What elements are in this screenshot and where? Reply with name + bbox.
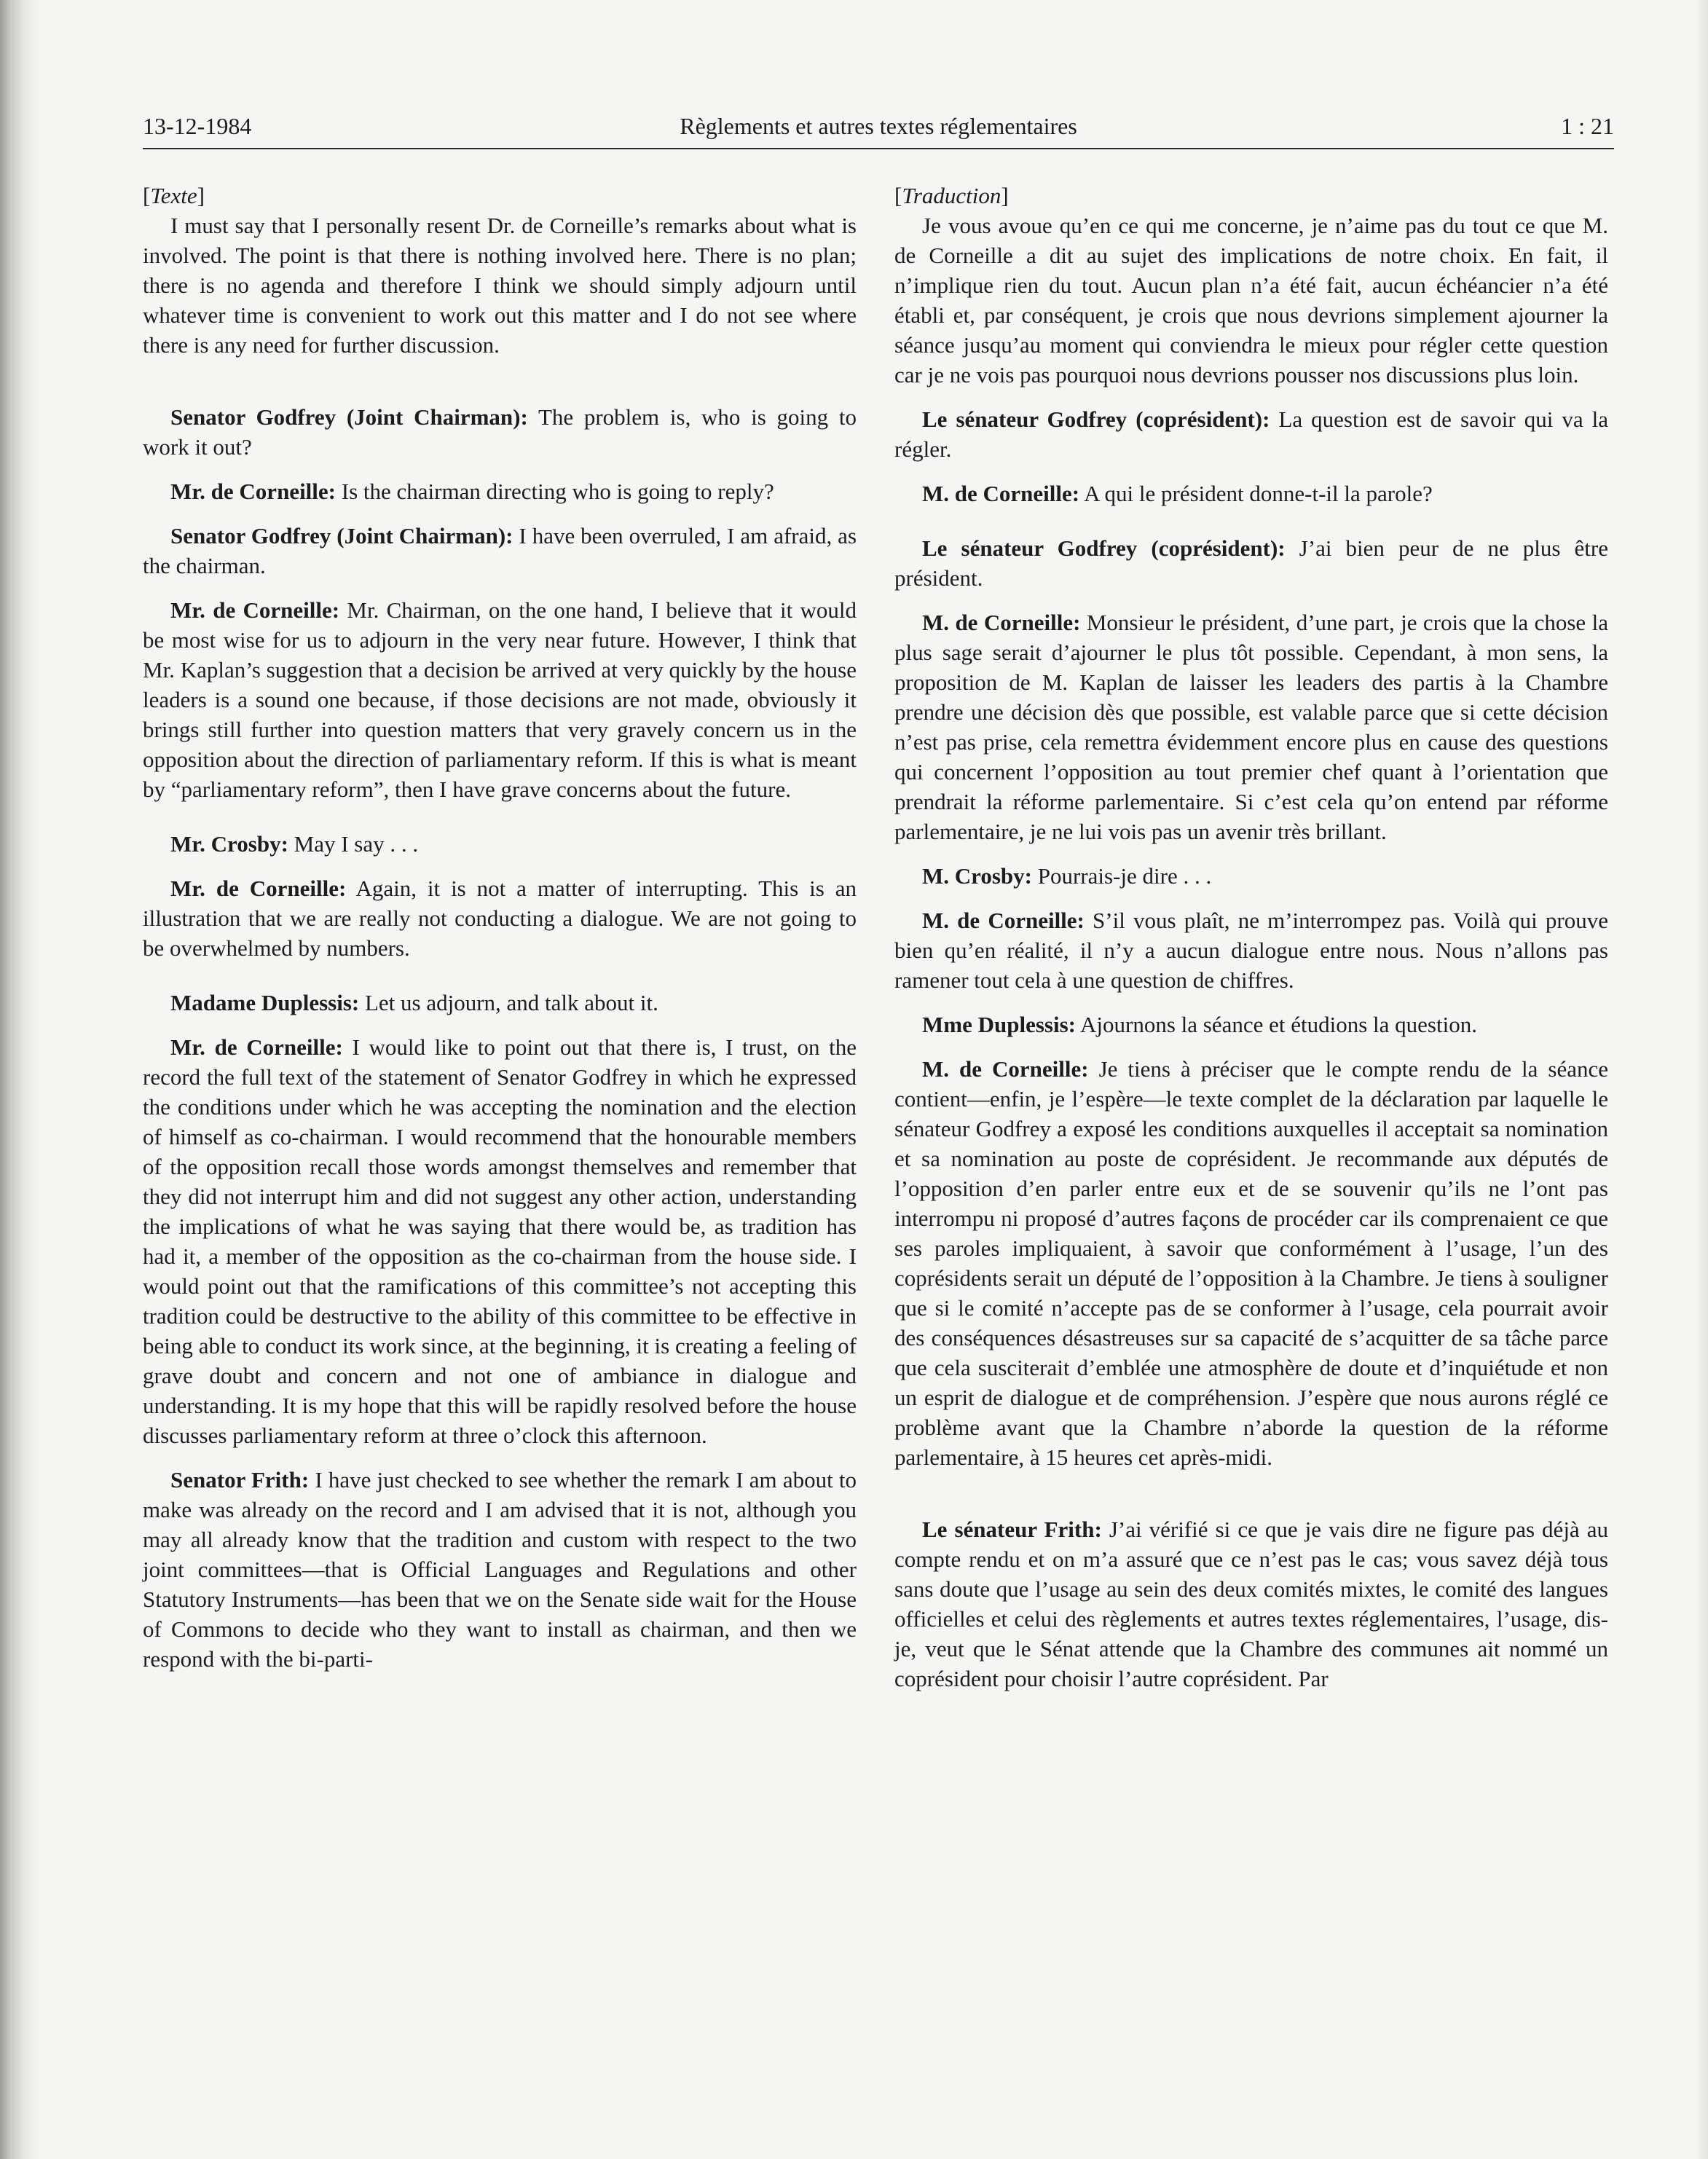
speaker-name: Mme Duplessis: — [922, 1012, 1076, 1037]
speaker-name: Le sénateur Frith: — [922, 1517, 1102, 1542]
language-tag: [Traduction] — [894, 183, 1009, 208]
paragraph: Mme Duplessis: Ajournons la séance et étudions la question. — [922, 1012, 1477, 1037]
paragraph: Mr. de Corneille: I would like to point out that there is, I trust, on the record the full text of the statement of Senator Godfrey in which he expressed the conditions under which he was accepting the nomination and the election of himself as co-chairman. I would recommend that the honourable members of the opposition recall those words amongst themselves and remember that they did not interrupt him and did not suggest any other action, understanding the implications of what he was saying that there would be, as tradition has had it, a member of the opposition as the co-chairman from the house side. I would point out that the ramifications of this committee’s not accepting this tradition could be destructive to the ability of this committee to be effective in being able to conduct its work since, at the beginning, it is creating a feeling of grave doubt and concern and not one of ambiance in dialogue and understanding. It is my hope that this will be rapidly resolved before the house discusses parliamentary reform at three o’clock this afternoon. — [143, 1034, 857, 1448]
paragraph: Mr. de Corneille: Mr. Chairman, on the one hand, I believe that it would be most wise for us to adjourn in the very near future. However, I think that Mr. Kaplan’s suggestion that a decision be arrived at very quickly by the house leaders is a sound one because, if those decisions are not made, obviously it brings still further into question matters that very gravely concern us in the opposition about the direction of parliamentary reform. If this is what is meant by “parliamentary reform”, then I have grave concerns about the future. — [143, 597, 857, 802]
paragraph: Mr. de Corneille: Again, it is not a matter of interrupting. This is an illustration that we are really not conducting a dialogue. We are not going to be overwhelmed by numbers. — [143, 876, 857, 961]
speaker-name: Mr. de Corneille: — [170, 876, 347, 901]
paragraph: Senator Frith: I have just checked to see whether the remark I am about to make was already on the record and I am advised that it is not, although you may all already know that the tradition and custom with respect to the two joint committees—that is Official Languages and Regulations and other Statutory Instruments—has been that we on the Senate side wait for the House of Commons to decide who they want to install as chairman, and then we respond with the bi-parti- — [143, 1467, 857, 1672]
paragraph: M. Crosby: Pourrais-je dire . . . — [922, 863, 1212, 889]
speaker-name: Le sénateur Godfrey (coprésident): — [922, 406, 1270, 432]
speaker-name: Mr. de Corneille: — [170, 597, 340, 623]
paragraph: M. de Corneille: A qui le président donne-t-il la parole? — [922, 481, 1433, 506]
speaker-name: Mr. de Corneille: — [170, 1034, 343, 1060]
header-date: 13-12-1984 — [143, 113, 252, 139]
speaker-name: M. de Corneille: — [922, 481, 1080, 506]
paragraph: M. de Corneille: S’il vous plaît, ne m’interrompez pas. Voilà qui prouve bien qu’en réalité, il n’y a aucun dialogue entre nous. Nous n’allons pas ramener tout cela à une question de chiffres. — [894, 908, 1609, 993]
speaker-name: M. de Corneille: — [922, 908, 1085, 933]
speaker-name: Senator Godfrey (Joint Chairman): — [170, 404, 528, 430]
speaker-name: M. de Corneille: — [922, 1056, 1089, 1082]
paragraph: Le sénateur Godfrey (coprésident): La question est de savoir qui va la régler. — [894, 406, 1608, 462]
speaker-name: Mr. Crosby: — [170, 831, 288, 857]
header-page-number: 1 : 21 — [1561, 113, 1614, 139]
paragraph: Senator Godfrey (Joint Chairman): The problem is, who is going to work it out? — [143, 404, 857, 460]
paragraph: Senator Godfrey (Joint Chairman): I have been overruled, I am afraid, as the chairman. — [143, 523, 857, 578]
paragraph: M. de Corneille: Je tiens à préciser que le compte rendu de la séance contient—enfin, je l’espère—le texte complet de la déclaration par laquelle le sénateur Godfrey a exposé les conditions auxquelles il acceptait sa nomination et sa nomination au poste de coprésident. Je recommande aux députés de l’opposition d’en parler entre eux et de se souvenir qu’ils ne l’ont pas interrompu ni proposé d’autres façons de procéder car ils comprenaient ce que ses paroles impliquaient, à savoir que conformément à l’usage, l’un des coprésidents serait un député de l’opposition à la Chambre. Je tiens à souligner que si le comité n’accepte pas de se conformer à l’usage, cela pourrait avoir des conséquences désastreuses sur sa capacité de s’acquitter de sa tâche parce que cela susciterait d’emblée une atmosphère de doute et d’inquiétude et non un esprit de dialogue et de compréhension. J’espère que nous aurons réglé ce problème avant que la Chambre n’aborde la question de la réforme parlementaire, à 15 heures cet après-midi. — [894, 1056, 1608, 1470]
speaker-name: M. de Corneille: — [922, 610, 1081, 635]
binding-shadow — [0, 0, 40, 2159]
running-header — [143, 113, 1614, 148]
speaker-name: M. Crosby: — [922, 863, 1032, 889]
speaker-name: Senator Godfrey (Joint Chairman): — [170, 523, 513, 548]
speaker-name: Le sénateur Godfrey (coprésident): — [922, 535, 1286, 561]
paragraph: I must say that I personally resent Dr. de Corneille’s remarks about what is involved. The point is that there is nothing involved here. There is no plan; there is no agenda and therefore I think we should simply adjourn until whatever time is convenient to work out this matter and I do not see where there is any need for further discussion. — [143, 213, 857, 358]
speaker-name: Mr. de Corneille: — [170, 479, 336, 504]
paragraph: Madame Duplessis: Let us adjourn, and talk about it. — [170, 990, 658, 1015]
paragraph: Je vous avoue qu’en ce qui me concerne, je n’aime pas du tout ce que M. de Corneille a dit au sujet des implications de notre choix. En fait, il n’implique rien du tout. Aucun plan n’a été fait, aucun échéancier n’a été établi et, par conséquent, je crois que nous devrions simplement ajourner la séance jusqu’au moment qui conviendra le mieux pour régler cette question car je ne vois pas pourquoi nous devrions pousser nos discussions plus loin. — [894, 213, 1608, 388]
paragraph: Mr. de Corneille: Is the chairman directing who is going to reply? — [170, 479, 774, 504]
paragraph: Le sénateur Frith: J’ai vérifié si ce que je vais dire ne figure pas déjà au compte rendu et on m’a assuré que ce n’est pas le cas; vous savez déjà tous sans doute que l’usage au sein des deux comités mixtes, le comité des langues officielles et celui des règlements et autres textes réglementaires, l’usage, dis-je, veut que le Sénat attende que la Chambre des communes ait nommé un coprésident pour choisir l’autre coprésident. Par — [894, 1517, 1608, 1691]
paragraph: Mr. Crosby: May I say . . . — [170, 831, 419, 857]
header-title: Règlements et autres textes réglementaires — [680, 113, 1077, 139]
right-column — [894, 181, 1608, 1694]
speaker-name: Senator Frith: — [170, 1467, 310, 1493]
paragraph: M. de Corneille: Monsieur le président, d’une part, je crois que la chose la plus sage serait d’ajourner le plus tôt possible. Cependant, à mon sens, la proposition de M. Kaplan de laisser les leaders des partis à la Chambre prendre une décision dès que possible, est valable parce que si cette décision n’est pas prise, cela remettra évidemment encore plus en cause des questions qui concernent l’opposition au tout premier chef quant à l’orientation que prendrait la réforme parlementaire. Si c’est cela qu’on entend par réforme parlementaire, je ne lui vois pas un avenir très brillant. — [894, 610, 1608, 844]
speaker-name: Madame Duplessis: — [170, 990, 360, 1015]
language-tag: [Texte] — [143, 183, 205, 208]
page-edge — [1695, 0, 1708, 2159]
left-column — [143, 181, 857, 1674]
paragraph: Le sénateur Godfrey (coprésident): J’ai bien peur de ne plus être président. — [894, 535, 1608, 591]
header-rule — [143, 148, 1614, 149]
